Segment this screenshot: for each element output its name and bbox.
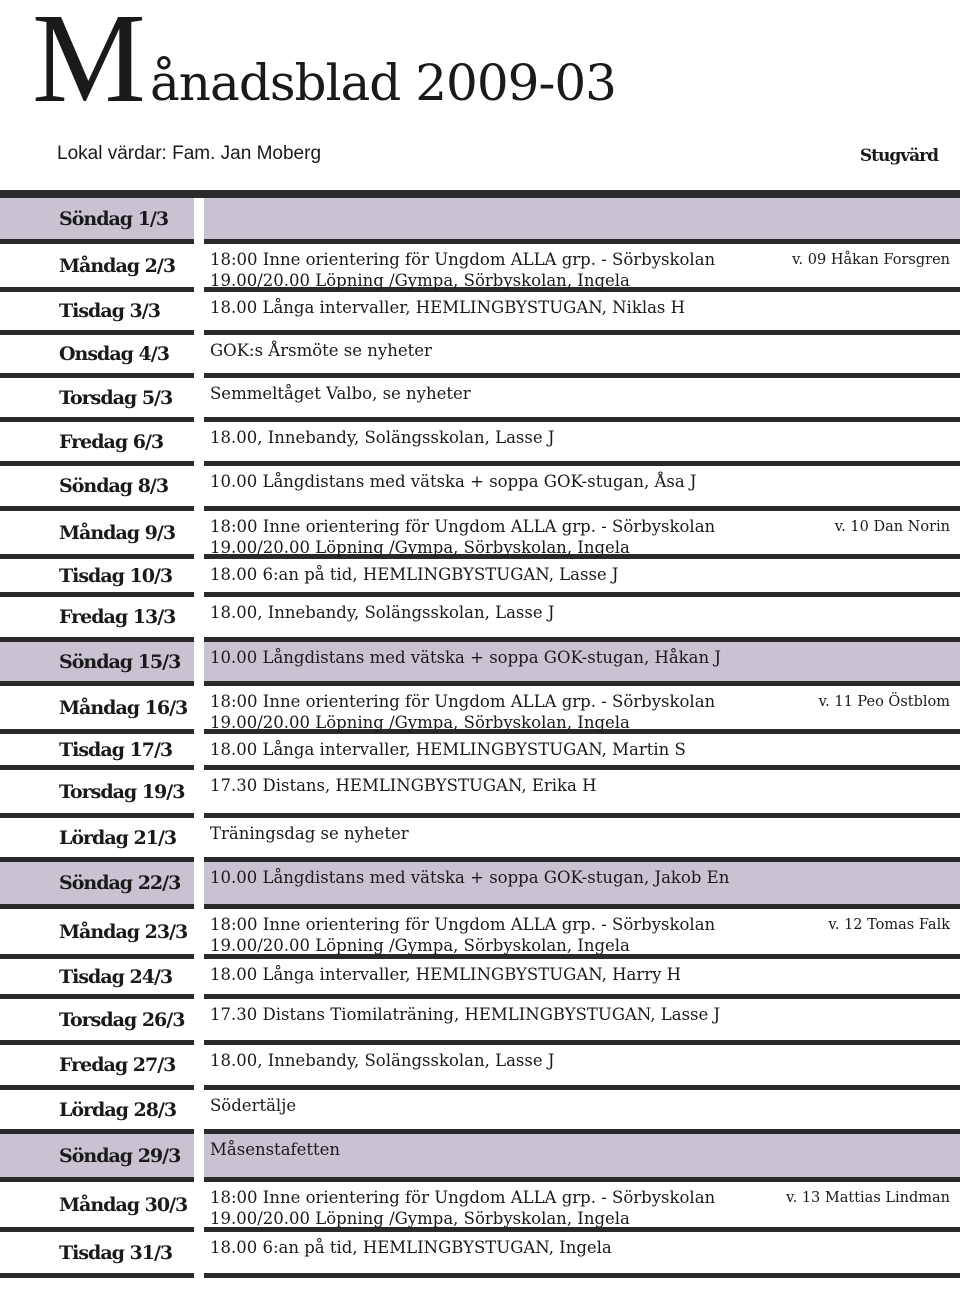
calendar-row bbox=[0, 466, 960, 511]
calendar-row bbox=[0, 198, 960, 244]
activity-list bbox=[210, 647, 721, 668]
column-divider bbox=[194, 862, 204, 909]
activity-list bbox=[210, 775, 597, 796]
activity-line: Måsenstafetten bbox=[210, 1140, 341, 1159]
activity-list bbox=[210, 297, 685, 318]
day-label: Söndag 22/3 bbox=[0, 862, 194, 904]
column-divider bbox=[194, 466, 204, 511]
calendar-row bbox=[0, 378, 960, 422]
week-host: v. 10 Dan Norin bbox=[834, 519, 950, 535]
day-label: Onsdag 4/3 bbox=[59, 343, 169, 365]
activity-line: 10.00 Långdistans med vätska + soppa GOK-stugan, Håkan J bbox=[210, 648, 722, 667]
column-divider bbox=[194, 909, 204, 959]
day-label: Tisdag 10/3 bbox=[59, 564, 173, 587]
column-divider bbox=[194, 244, 204, 292]
column-divider bbox=[194, 686, 204, 734]
calendar-table bbox=[0, 198, 960, 1288]
calendar-row bbox=[0, 734, 960, 770]
activity-list bbox=[210, 823, 409, 844]
day-label: Tisdag 3/3 bbox=[59, 300, 160, 322]
host-column-header: Stugvärd bbox=[859, 146, 938, 166]
activity-list bbox=[210, 1237, 612, 1258]
column-divider bbox=[194, 335, 204, 378]
activity-cell bbox=[204, 770, 960, 813]
activity-line: 18:00 Inne orientering för Ungdom ALLA grp. - Sörbyskolan bbox=[210, 1188, 716, 1207]
activity-line: 18.00, Innebandy, Solängsskolan, Lasse J bbox=[210, 428, 555, 447]
column-divider bbox=[194, 1090, 204, 1134]
activity-line: GOK:s Årsmöte se nyheter bbox=[210, 341, 432, 360]
day-label: Måndag 2/3 bbox=[59, 254, 176, 277]
activity-line: 19.00/20.00 Löpning /Gympa, Sörbyskolan, Ingela bbox=[210, 538, 630, 557]
column-divider bbox=[194, 1134, 204, 1182]
page-title: ånadsblad 2009-03 bbox=[150, 54, 616, 112]
activity-cell bbox=[204, 959, 960, 994]
activity-line: 19.00/20.00 Löpning /Gympa, Sörbyskolan, Ingela bbox=[210, 271, 630, 290]
activity-line: 10.00 Långdistans med vätska + soppa GOK-stugan, Åsa J bbox=[210, 472, 697, 491]
activity-line: 17.30 Distans, HEMLINGBYSTUGAN, Erika H bbox=[210, 776, 597, 795]
activity-list bbox=[210, 1139, 340, 1160]
activity-cell bbox=[204, 378, 960, 417]
calendar-row bbox=[0, 818, 960, 862]
calendar-row bbox=[0, 642, 960, 686]
activity-list bbox=[210, 516, 715, 558]
day-label: Söndag 15/3 bbox=[0, 642, 194, 681]
activity-line: 18.00, Innebandy, Solängsskolan, Lasse J bbox=[210, 603, 555, 622]
day-label: Lördag 28/3 bbox=[59, 1098, 177, 1121]
week-host: v. 09 Håkan Forsgren bbox=[792, 252, 950, 268]
activity-line: Södertälje bbox=[210, 1096, 297, 1115]
day-label: Fredag 13/3 bbox=[59, 606, 176, 628]
calendar-row bbox=[0, 244, 960, 292]
activity-line: 10.00 Långdistans med vätska + soppa GOK-stugan, Jakob En bbox=[210, 868, 730, 887]
activity-line: 19.00/20.00 Löpning /Gympa, Sörbyskolan, Ingela bbox=[210, 1209, 630, 1228]
day-label: Torsdag 19/3 bbox=[59, 780, 185, 803]
column-divider bbox=[194, 818, 204, 862]
activity-line: 18.00 6:an på tid, HEMLINGBYSTUGAN, Lasse J bbox=[210, 565, 619, 584]
calendar-row bbox=[0, 511, 960, 559]
activity-list bbox=[210, 739, 686, 760]
day-label: Söndag 29/3 bbox=[0, 1134, 194, 1177]
activity-list bbox=[210, 340, 432, 361]
activity-cell bbox=[204, 1045, 960, 1085]
top-rule bbox=[0, 190, 960, 198]
day-label: Söndag 8/3 bbox=[59, 475, 169, 497]
calendar-row bbox=[0, 862, 960, 909]
calendar-row bbox=[0, 1090, 960, 1134]
activity-list bbox=[210, 1187, 715, 1229]
calendar-row bbox=[0, 1232, 960, 1278]
activity-line: 19.00/20.00 Löpning /Gympa, Sörbyskolan, Ingela bbox=[210, 713, 630, 732]
day-label: Fredag 6/3 bbox=[59, 430, 164, 453]
day-label: Måndag 30/3 bbox=[59, 1193, 188, 1216]
activity-cell bbox=[204, 734, 960, 765]
week-host: v. 11 Peo Östblom bbox=[818, 694, 950, 710]
title-initial: M bbox=[32, 0, 142, 129]
column-divider bbox=[194, 292, 204, 335]
activity-cell bbox=[204, 642, 960, 681]
activity-cell bbox=[204, 466, 960, 506]
calendar-row bbox=[0, 1045, 960, 1090]
day-label: Torsdag 26/3 bbox=[59, 1008, 185, 1031]
activity-line: 17.30 Distans Tiomilaträning, HEMLINGBYSTUGAN, Lasse J bbox=[210, 1005, 721, 1024]
activity-cell bbox=[204, 1134, 960, 1177]
activity-cell bbox=[204, 1182, 960, 1227]
activity-cell bbox=[204, 818, 960, 857]
column-divider bbox=[194, 959, 204, 999]
calendar-row bbox=[0, 770, 960, 818]
week-host: v. 12 Tomas Falk bbox=[828, 917, 950, 933]
activity-list bbox=[210, 564, 619, 585]
calendar-row bbox=[0, 909, 960, 959]
activity-cell bbox=[204, 686, 960, 732]
week-host: v. 13 Mattias Lindman bbox=[786, 1190, 950, 1206]
activity-list bbox=[210, 964, 681, 985]
day-label: Tisdag 24/3 bbox=[59, 965, 173, 988]
calendar-row bbox=[0, 999, 960, 1045]
day-label: Tisdag 17/3 bbox=[59, 738, 173, 761]
activity-line: 19.00/20.00 Löpning /Gympa, Sörbyskolan, Ingela bbox=[210, 936, 630, 955]
column-divider bbox=[194, 1045, 204, 1090]
activity-cell bbox=[204, 335, 960, 373]
activity-cell bbox=[204, 862, 960, 904]
day-label: Lördag 21/3 bbox=[59, 826, 177, 849]
activity-list bbox=[210, 691, 715, 733]
day-label: Måndag 23/3 bbox=[59, 920, 188, 943]
day-label: Måndag 16/3 bbox=[59, 696, 188, 719]
column-divider bbox=[194, 511, 204, 559]
column-divider bbox=[194, 422, 204, 466]
activity-list bbox=[210, 1050, 554, 1071]
activity-line: 18.00 Långa intervaller, HEMLINGBYSTUGAN, Harry H bbox=[210, 965, 682, 984]
day-label: Tisdag 31/3 bbox=[59, 1241, 173, 1264]
column-divider bbox=[194, 999, 204, 1045]
calendar-row bbox=[0, 335, 960, 378]
activity-cell bbox=[204, 909, 960, 954]
activity-line: Träningsdag se nyheter bbox=[210, 824, 409, 843]
activity-line: 18.00 6:an på tid, HEMLINGBYSTUGAN, Ingela bbox=[210, 1238, 612, 1257]
calendar-row bbox=[0, 597, 960, 642]
column-divider bbox=[194, 597, 204, 642]
activity-cell bbox=[204, 597, 960, 637]
column-divider bbox=[194, 1232, 204, 1278]
activity-list bbox=[210, 471, 697, 492]
column-divider bbox=[194, 642, 204, 686]
activity-list bbox=[210, 1095, 296, 1116]
activity-line: 18:00 Inne orientering för Ungdom ALLA grp. - Sörbyskolan bbox=[210, 915, 716, 934]
column-divider bbox=[194, 198, 204, 244]
day-label: Fredag 27/3 bbox=[59, 1054, 176, 1076]
day-label: Torsdag 5/3 bbox=[59, 386, 173, 409]
column-divider bbox=[194, 770, 204, 818]
calendar-row bbox=[0, 1134, 960, 1182]
activity-list bbox=[210, 1004, 720, 1025]
activity-list bbox=[210, 383, 471, 404]
activity-cell bbox=[204, 1090, 960, 1129]
activity-cell bbox=[204, 422, 960, 461]
activity-list bbox=[210, 427, 554, 448]
calendar-row bbox=[0, 292, 960, 335]
activity-list bbox=[210, 602, 554, 623]
activity-cell bbox=[204, 1232, 960, 1273]
day-label: Söndag 1/3 bbox=[0, 198, 194, 239]
activity-list bbox=[210, 249, 715, 291]
column-divider bbox=[194, 734, 204, 770]
calendar-row bbox=[0, 422, 960, 466]
calendar-row bbox=[0, 1182, 960, 1232]
activity-line: 18:00 Inne orientering för Ungdom ALLA grp. - Sörbyskolan bbox=[210, 250, 716, 269]
activity-line: 18:00 Inne orientering för Ungdom ALLA grp. - Sörbyskolan bbox=[210, 517, 716, 536]
local-hosts-text: Lokal värdar: Fam. Jan Moberg bbox=[57, 143, 322, 164]
column-divider bbox=[194, 1182, 204, 1232]
activity-line: 18.00 Långa intervaller, HEMLINGBYSTUGAN, Martin S bbox=[210, 740, 686, 759]
calendar-row bbox=[0, 559, 960, 597]
calendar-row bbox=[0, 959, 960, 999]
activity-cell bbox=[204, 999, 960, 1040]
activity-line: 18.00, Innebandy, Solängsskolan, Lasse J bbox=[210, 1051, 555, 1070]
activity-cell bbox=[204, 198, 960, 239]
calendar-row bbox=[0, 686, 960, 734]
day-label: Måndag 9/3 bbox=[59, 521, 176, 544]
activity-list bbox=[210, 867, 729, 888]
activity-cell bbox=[204, 511, 960, 557]
column-divider bbox=[194, 559, 204, 597]
activity-line: 18:00 Inne orientering för Ungdom ALLA grp. - Sörbyskolan bbox=[210, 692, 716, 711]
activity-cell bbox=[204, 292, 960, 330]
activity-line: Semmeltåget Valbo, se nyheter bbox=[210, 384, 471, 403]
activity-line: 18.00 Långa intervaller, HEMLINGBYSTUGAN, Niklas H bbox=[210, 298, 686, 317]
activity-list bbox=[210, 914, 715, 956]
activity-cell bbox=[204, 244, 960, 290]
activity-cell bbox=[204, 559, 960, 592]
column-divider bbox=[194, 378, 204, 422]
